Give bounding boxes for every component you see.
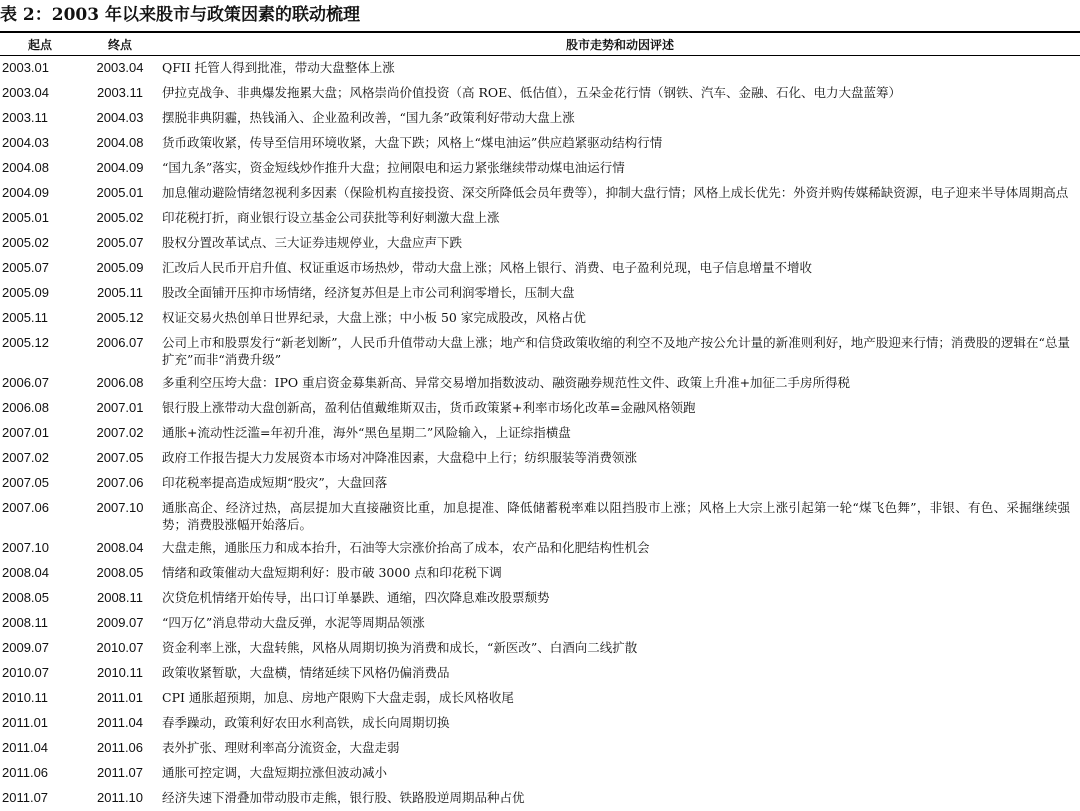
- row-start: 2005.02: [2, 234, 49, 250]
- table-header-row: [0, 32, 1080, 56]
- table-row: [0, 156, 1080, 181]
- table-row: [0, 736, 1080, 761]
- table-row: [0, 786, 1080, 811]
- row-start: 2003.04: [2, 84, 49, 100]
- row-end: 2005.01: [96, 184, 144, 200]
- row-end: 2005.02: [96, 209, 144, 225]
- row-end: 2007.05: [96, 449, 144, 465]
- row-desc: 情绪和政策催动大盘短期利好：股市破 3000 点和印花税下调: [162, 564, 502, 580]
- table-row: [0, 761, 1080, 786]
- table-row: [0, 661, 1080, 686]
- row-desc: 股权分置改革试点、三大证券违规停业，大盘应声下跌: [162, 234, 463, 250]
- table-row: [0, 131, 1080, 156]
- row-end: 2008.05: [96, 564, 144, 580]
- row-start: 2011.06: [2, 764, 49, 780]
- row-start: 2010.11: [2, 689, 49, 705]
- row-end: 2007.02: [96, 424, 144, 440]
- table-row: [0, 686, 1080, 711]
- row-start: 2005.11: [2, 309, 49, 325]
- row-start: 2011.07: [2, 789, 49, 805]
- row-start: 2004.09: [2, 184, 49, 200]
- row-start: 2007.06: [2, 499, 49, 515]
- row-desc: 表外扩张、理财利率高分流资金，大盘走弱: [162, 739, 400, 755]
- row-end: 2004.03: [96, 109, 144, 125]
- row-start: 2006.08: [2, 399, 49, 415]
- table-row: [0, 446, 1080, 471]
- table-row: [0, 536, 1080, 561]
- row-desc: 银行股上涨带动大盘创新高，盈利估值戴维斯双击，货币政策紧+利率市场化改革=金融风格领跑: [162, 399, 696, 415]
- row-start: 2003.11: [2, 109, 49, 125]
- row-desc: 通胀+流动性泛滥=年初升准，海外“黑色星期二”风险输入，上证综指横盘: [162, 424, 571, 440]
- row-end: 2003.04: [96, 60, 144, 75]
- row-end: 2009.07: [96, 614, 144, 630]
- table-row: [0, 561, 1080, 586]
- row-start: 2010.07: [2, 664, 49, 680]
- row-start: 2006.07: [2, 374, 49, 390]
- row-start: 2005.07: [2, 259, 49, 275]
- row-desc: 股改全面铺开压抑市场情绪，经济复苏但是上市公司利润零增长，压制大盘: [162, 284, 575, 300]
- row-start: 2008.11: [2, 614, 49, 630]
- row-end: 2005.12: [96, 309, 144, 325]
- policy-linkage-table: [0, 31, 1080, 811]
- row-desc: 印花税率提高造成短期“股灾”，大盘回落: [162, 474, 388, 490]
- table-row: [0, 636, 1080, 661]
- row-desc: 大盘走熊，通胀压力和成本抬升，石油等大宗涨价抬高了成本，农产品和化肥结构性机会: [162, 539, 650, 555]
- row-start: 2007.01: [2, 424, 49, 440]
- row-end: 2004.08: [96, 134, 144, 150]
- table-row: [0, 206, 1080, 231]
- table-row: [0, 331, 1080, 371]
- table-row: [0, 306, 1080, 331]
- row-desc: 公司上市和股票发行“新老划断”，人民币升值带动大盘上涨；地产和信贷政策收缩的利空不及地产按公允计量的新准则利好，地产股迎来行情；消费股的逻辑在“总量扩充”而非“消费升级”: [162, 334, 1070, 367]
- table-row: [0, 81, 1080, 106]
- row-desc: 汇改后人民币开启升值、权证重返市场热炒，带动大盘上涨；风格上银行、消费、电子盈利兑现，电子信息增量不增收: [162, 259, 813, 275]
- table-row: [0, 231, 1080, 256]
- row-start: 2008.04: [2, 564, 49, 580]
- row-start: 2007.05: [2, 474, 49, 490]
- table-row: [0, 56, 1080, 81]
- table-row: [0, 471, 1080, 496]
- row-end: 2011.01: [96, 689, 144, 705]
- table-row: [0, 496, 1080, 536]
- table-row: [0, 181, 1080, 206]
- row-end: 2004.09: [96, 159, 144, 175]
- row-start: 2003.01: [2, 60, 49, 75]
- row-end: 2005.09: [96, 259, 144, 275]
- header-end: 终点: [80, 32, 160, 56]
- row-desc: 加息催动避险情绪忽视利多因素（保险机构直接投资、深交所降低会员年费等），抑制大盘行情；风格上成长优先：外资并购传媒稀缺资源，电子迎来半导体周期高点: [162, 184, 1069, 200]
- row-end: 2011.07: [96, 764, 144, 780]
- row-desc: 伊拉克战争、非典爆发拖累大盘；风格崇尚价值投资（高 ROE、低估值），五朵金花行情（钢铁、汽车、金融、石化、电力大盘蓝筹）: [162, 84, 902, 100]
- row-start: 2004.03: [2, 134, 49, 150]
- table-row: [0, 256, 1080, 281]
- row-desc: 货币政策收紧，传导至信用环境收紧，大盘下跌；风格上“煤电油运”供应趋紧驱动结构行情: [162, 134, 663, 150]
- row-start: 2005.01: [2, 209, 49, 225]
- row-end: 2007.10: [96, 499, 144, 515]
- row-end: 2005.07: [96, 234, 144, 250]
- row-desc: 多重利空压垮大盘：IPO 重启资金募集新高、异常交易增加指数波动、融资融券规范性文件、政策上升准+加征二手房所得税: [162, 374, 851, 390]
- row-desc: 印花税打折，商业银行设立基金公司获批等利好刺激大盘上涨: [162, 209, 500, 225]
- row-end: 2011.04: [96, 714, 144, 730]
- row-desc: 通胀高企、经济过热，高层提加大直接融资比重，加息提准、降低储蓄税率难以阻挡股市上涨；风格上大宗上涨引起第一轮“煤飞色舞”，非银、有色、采掘继续强势；消费股涨幅开始落后。: [162, 499, 1070, 532]
- row-end: 2006.08: [96, 374, 144, 390]
- row-start: 2009.07: [2, 639, 49, 655]
- row-desc: CPI 通胀超预期，加息、房地产限购下大盘走弱，成长风格收尾: [162, 689, 514, 705]
- row-end: 2005.11: [96, 284, 144, 300]
- row-end: 2011.10: [96, 789, 144, 805]
- row-desc: 政府工作报告提大力发展资本市场对冲降准因素，大盘稳中上行；纺织服装等消费领涨: [162, 449, 638, 465]
- row-desc: 资金利率上涨，大盘转熊，风格从周期切换为消费和成长，“新医改”、白酒向二线扩散: [162, 639, 638, 655]
- row-end: 2003.11: [96, 84, 144, 100]
- table-title: 表 2：2003 年以来股市与政策因素的联动梳理: [0, 5, 360, 25]
- row-desc: 政策收紧暂歇，大盘横，情绪延续下风格仍偏消费品: [162, 664, 450, 680]
- table-row: [0, 611, 1080, 636]
- table-row: [0, 421, 1080, 446]
- table-row: [0, 281, 1080, 306]
- header-desc: 股市走势和动因评述: [160, 32, 1080, 56]
- row-desc: 春季躁动，政策利好农田水利高铁，成长向周期切换: [162, 714, 450, 730]
- row-start: 2011.01: [2, 714, 49, 730]
- row-end: 2010.11: [96, 664, 144, 680]
- row-end: 2008.04: [96, 539, 144, 555]
- row-end: 2010.07: [96, 639, 144, 655]
- row-end: 2007.06: [96, 474, 144, 490]
- row-start: 2005.12: [2, 334, 49, 350]
- row-start: 2007.10: [2, 539, 49, 555]
- row-start: 2005.09: [2, 284, 49, 300]
- row-desc: 摆脱非典阴霾，热钱涌入、企业盈利改善，“国九条”政策利好带动大盘上涨: [162, 109, 575, 125]
- table-row: [0, 586, 1080, 611]
- table-row: [0, 396, 1080, 421]
- row-start: 2011.04: [2, 739, 49, 755]
- row-desc: 次贷危机情绪开始传导，出口订单暴跌、通缩，四次降息难改股票颓势: [162, 589, 550, 605]
- table-row: [0, 106, 1080, 131]
- row-desc: QFII 托管人得到批准，带动大盘整体上涨: [162, 60, 395, 75]
- row-end: 2008.11: [96, 589, 144, 605]
- row-desc: “四万亿”消息带动大盘反弹，水泥等周期品领涨: [162, 614, 425, 630]
- header-start: 起点: [0, 32, 80, 56]
- row-end: 2007.01: [96, 399, 144, 415]
- row-start: 2004.08: [2, 159, 49, 175]
- row-desc: 权证交易火热创单日世界纪录，大盘上涨；中小板 50 家完成股改，风格占优: [162, 309, 586, 325]
- row-desc: 通胀可控定调，大盘短期拉涨但波动减小: [162, 764, 388, 780]
- row-end: 2006.07: [96, 334, 144, 350]
- table-row: [0, 371, 1080, 396]
- row-desc: 经济失速下滑叠加带动股市走熊，银行股、铁路股逆周期品种占优: [162, 789, 525, 805]
- table-row: [0, 711, 1080, 736]
- row-start: 2007.02: [2, 449, 49, 465]
- row-start: 2008.05: [2, 589, 49, 605]
- row-end: 2011.06: [96, 739, 144, 755]
- row-desc: “国九条”落实，资金短线炒作推升大盘；拉闸限电和运力紧张继续带动煤电油运行情: [162, 159, 625, 175]
- table-body: [0, 56, 1080, 811]
